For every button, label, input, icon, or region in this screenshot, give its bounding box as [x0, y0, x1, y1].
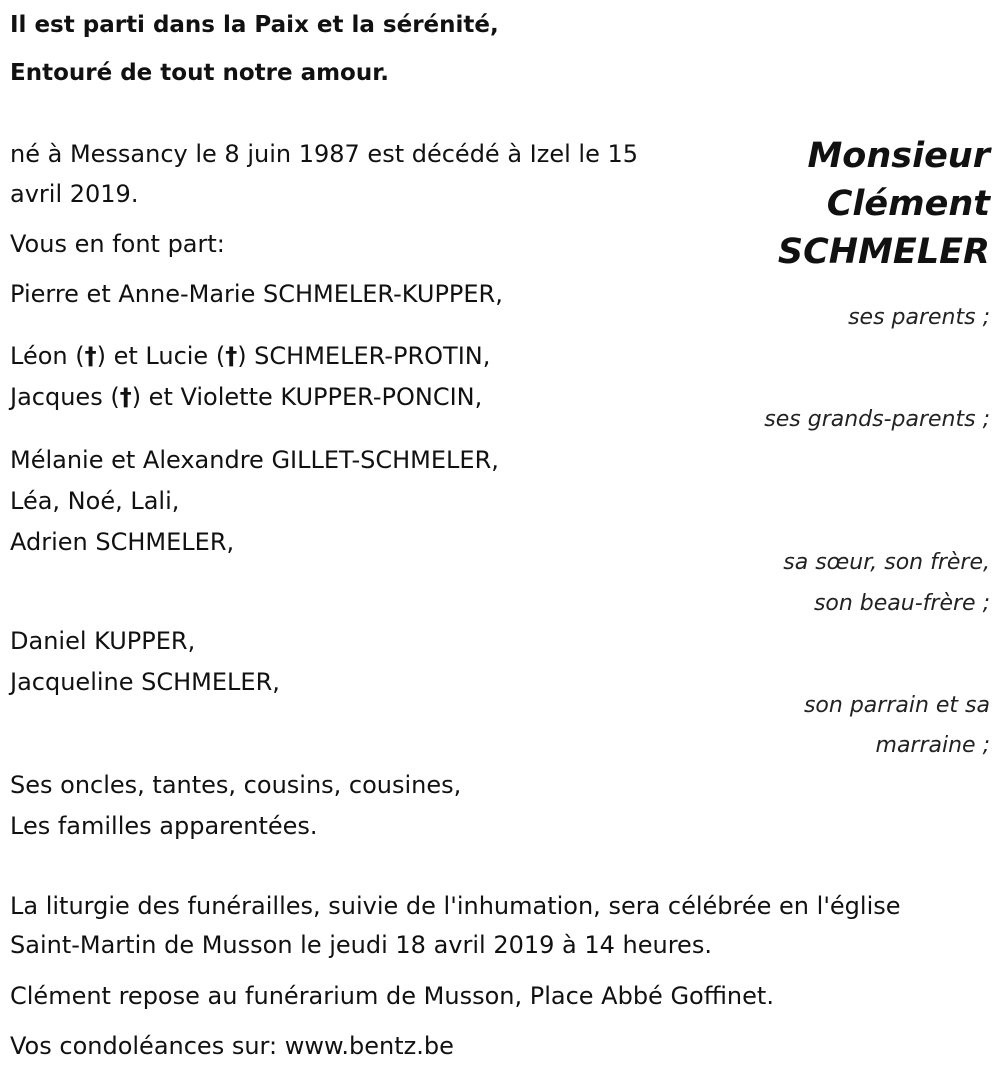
grandparents-line-2-b: ) et Violette KUPPER-PONCIN, — [131, 383, 483, 411]
cross-icon: † — [119, 383, 132, 411]
grandparents-line-1 — [10, 336, 490, 376]
list-item: Les familles apparentées. — [10, 812, 318, 840]
relation-parents: ses parents ; — [848, 305, 990, 330]
grandparents-line-2-a: Jacques ( — [10, 383, 120, 411]
grandparents-line-1-c: ) SCHMELER-PROTIN, — [237, 342, 491, 370]
list-item: Adrien SCHMELER, — [10, 528, 235, 556]
list-item: Jacqueline SCHMELER, — [10, 668, 280, 696]
deceased-last-name: SCHMELER — [777, 232, 990, 272]
birth-death-line-1: né à Messancy le 8 juin 1987 est décédé à Izel le 15 — [10, 140, 638, 168]
relation-grandparents: ses grands-parents ; — [764, 407, 990, 432]
grandparents-line-2 — [10, 377, 482, 417]
parents-names: Pierre et Anne-Marie SCHMELER-KUPPER, — [10, 280, 503, 308]
cross-icon: † — [225, 342, 238, 370]
relation-godparents-line-2: marraine ; — [875, 733, 990, 758]
list-item: Daniel KUPPER, — [10, 627, 196, 655]
relation-godparents-line-1: son parrain et sa — [803, 693, 990, 718]
deceased-first-name: Clément — [826, 184, 990, 224]
relation-siblings-line-1: sa sœur, son frère, — [783, 550, 990, 575]
intro-line-1: Il est parti dans la Paix et la sérénité, — [10, 12, 499, 38]
grandparents-line-1-a: Léon ( — [10, 342, 85, 370]
grandparents-line-1-b: ) et Lucie ( — [96, 342, 226, 370]
birth-death-line-2: avril 2019. — [10, 180, 139, 208]
funeral-line-2: Saint-Martin de Musson le jeudi 18 avril 2019 à 14 heures. — [10, 931, 712, 959]
condolences-info: Vos condoléances sur: www.bentz.be — [10, 1032, 454, 1060]
announcement: Vous en font part: — [10, 230, 225, 258]
godparents-list — [10, 621, 280, 703]
list-item: Léa, Noé, Lali, — [10, 487, 180, 515]
intro-line-2: Entouré de tout notre amour. — [10, 60, 390, 86]
cross-icon: † — [84, 342, 97, 370]
relation-siblings-line-2: son beau-frère ; — [813, 591, 990, 616]
deceased-title: Monsieur — [807, 136, 990, 176]
repose-info: Clément repose au funérarium de Musson, Place Abbé Goffinet. — [10, 982, 774, 1010]
funeral-line-1: La liturgie des funérailles, suivie de l'inhumation, sera célébrée en l'église — [10, 892, 901, 920]
extended-family-list — [10, 765, 461, 847]
list-item: Ses oncles, tantes, cousins, cousines, — [10, 771, 462, 799]
siblings-list — [10, 440, 499, 563]
list-item: Mélanie et Alexandre GILLET-SCHMELER, — [10, 446, 499, 474]
